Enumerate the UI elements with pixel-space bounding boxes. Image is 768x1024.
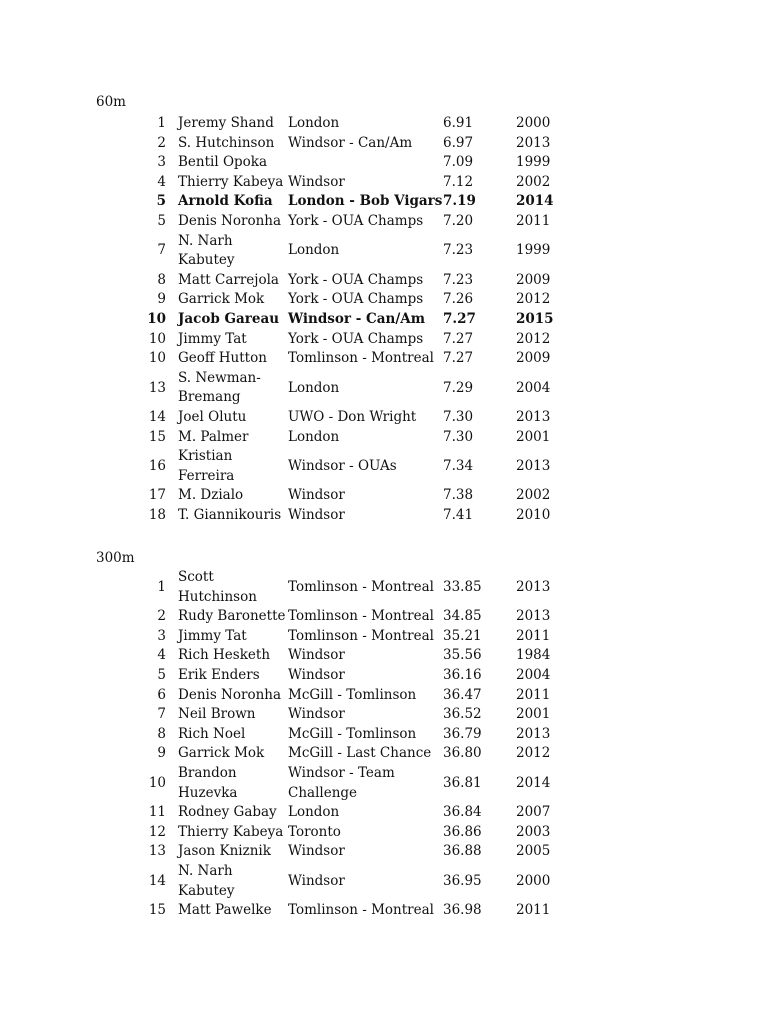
time-cell: 36.88 [443, 843, 482, 860]
rank-cell: 14 [148, 408, 166, 425]
rank-cell: 7 [157, 242, 166, 259]
table-row [142, 607, 576, 627]
venue-cell: McGill - Tomlinson [288, 725, 417, 742]
rank-cell: 18 [148, 506, 166, 523]
year-cell: 2013 [516, 408, 551, 425]
time-cell: 7.30 [443, 428, 474, 445]
athlete-name-cell: T. Giannikouris [178, 506, 282, 523]
athlete-name-cell: Scott Hutchinson [178, 569, 257, 605]
venue-cell: UWO - Don Wright [288, 408, 417, 425]
rank-cell: 15 [148, 902, 166, 919]
athlete-name-cell: S. Newman-Bremang [178, 369, 261, 406]
time-cell: 7.26 [443, 291, 474, 308]
time-cell: 7.38 [443, 487, 474, 504]
time-cell: 33.85 [443, 578, 482, 595]
table-row [142, 114, 576, 134]
year-cell: 2009 [516, 350, 551, 367]
venue-cell: Windsor - Team Challenge [288, 764, 395, 801]
venue-cell: London - Bob Vigars [288, 193, 443, 210]
rank-cell: 10 [148, 350, 166, 367]
year-cell: 2007 [516, 804, 551, 821]
rank-cell: 17 [148, 487, 166, 504]
rank-cell: 12 [148, 823, 166, 840]
rank-cell: 2 [157, 608, 166, 625]
time-cell: 35.21 [443, 627, 482, 644]
year-cell: 2004 [516, 666, 551, 683]
rank-cell: 5 [157, 212, 166, 229]
rank-cell: 6 [157, 686, 166, 703]
rank-cell: 2 [157, 134, 166, 151]
section-title-300m: 300m [96, 550, 135, 566]
venue-cell: Windsor [288, 706, 345, 723]
venue-cell [288, 153, 443, 173]
time-cell: 36.52 [443, 706, 482, 723]
time-cell: 6.91 [443, 115, 474, 131]
rank-cell: 8 [157, 725, 166, 742]
venue-cell: Windsor [288, 647, 345, 664]
rank-cell: 13 [148, 379, 166, 396]
table-row [142, 134, 576, 154]
table-row [142, 330, 576, 350]
table-row [142, 803, 576, 823]
rank-cell: 10 [147, 310, 166, 327]
year-cell: 2004 [516, 379, 551, 396]
venue-cell: York - OUA Champs [288, 291, 424, 308]
results-table-60m [142, 114, 576, 525]
athlete-name-cell: Garrick Mok [178, 291, 265, 308]
year-cell: 2012 [516, 745, 551, 762]
rank-cell: 3 [157, 627, 166, 644]
venue-cell: London [288, 428, 340, 445]
table-row [142, 310, 576, 330]
athlete-name-cell: Geoff Hutton [178, 350, 267, 367]
year-cell: 2000 [516, 115, 551, 131]
year-cell: 2001 [516, 706, 551, 723]
year-cell: 2011 [516, 212, 551, 229]
table-row [142, 290, 576, 310]
venue-cell: Toronto [288, 823, 341, 840]
time-cell: 7.19 [443, 193, 476, 210]
year-cell: 2011 [516, 686, 551, 703]
table-row [142, 212, 576, 232]
rank-cell: 15 [148, 428, 166, 445]
athlete-name-cell: M. Dzialo [178, 487, 244, 504]
table-row [142, 369, 576, 408]
table-row [142, 725, 576, 745]
athlete-name-cell: Denis Noronha [178, 212, 282, 229]
rank-cell: 1 [157, 115, 166, 131]
time-cell: 36.81 [443, 774, 482, 791]
time-cell: 7.30 [443, 408, 474, 425]
time-cell: 36.95 [443, 872, 482, 889]
table-row [142, 901, 576, 921]
year-cell: 2003 [516, 823, 551, 840]
rank-cell: 13 [148, 843, 166, 860]
rank-cell: 4 [157, 173, 166, 190]
year-cell: 2000 [516, 872, 551, 889]
time-cell: 36.84 [443, 804, 482, 821]
rank-cell: 8 [157, 271, 166, 288]
rank-cell: 9 [157, 745, 166, 762]
athlete-name-cell: Joel Olutu [178, 408, 247, 425]
venue-cell: York - OUA Champs [288, 271, 424, 288]
time-cell: 7.34 [443, 457, 474, 474]
results-table-300m [142, 568, 576, 921]
time-cell: 7.12 [443, 173, 474, 190]
athlete-name-cell: Jason Kniznik [178, 843, 271, 860]
time-cell: 7.27 [443, 350, 474, 367]
rank-cell: 1 [157, 578, 166, 595]
table-row [142, 153, 576, 173]
table-row [142, 271, 576, 291]
table-row [142, 823, 576, 843]
table-row [142, 506, 576, 526]
time-cell: 36.47 [443, 686, 482, 703]
venue-cell: Windsor - Can/Am [288, 134, 413, 151]
venue-cell: London [288, 115, 340, 131]
year-cell: 2013 [516, 725, 551, 742]
time-cell: 7.23 [443, 242, 474, 259]
venue-cell: York - OUA Champs [288, 212, 424, 229]
table-row [142, 232, 576, 271]
venue-cell: Tomlinson - Montreal [288, 902, 434, 919]
year-cell: 2013 [516, 608, 551, 625]
venue-cell: Windsor [288, 872, 345, 889]
year-cell: 2002 [516, 173, 551, 190]
athlete-name-cell: Bentil Opoka [178, 154, 268, 171]
year-cell: 2014 [516, 193, 554, 210]
athlete-name-cell: N. Narh Kabutey [178, 862, 235, 899]
time-cell: 36.79 [443, 725, 482, 742]
rank-cell: 5 [157, 666, 166, 683]
table-row [142, 408, 576, 428]
time-cell: 6.97 [443, 134, 474, 151]
athlete-name-cell: Erik Enders [178, 666, 260, 683]
time-cell: 7.20 [443, 212, 474, 229]
rank-cell: 10 [148, 774, 166, 791]
table-row [142, 705, 576, 725]
athlete-name-cell: M. Palmer [178, 428, 249, 445]
time-cell: 34.85 [443, 608, 482, 625]
venue-cell: London [288, 242, 340, 259]
rank-cell: 3 [157, 154, 166, 171]
athlete-name-cell: Arnold Kofia [178, 193, 273, 210]
section-title-60m: 60m [96, 94, 126, 110]
venue-cell: Tomlinson - Montreal [288, 578, 434, 595]
table-row [142, 349, 576, 369]
table-row [142, 666, 576, 686]
rank-cell: 11 [148, 804, 166, 821]
rank-cell: 5 [156, 193, 166, 210]
rank-cell: 4 [157, 647, 166, 664]
venue-cell: Tomlinson - Montreal [288, 608, 434, 625]
athlete-name-cell: Matt Carrejola [178, 271, 279, 288]
year-cell: 2010 [516, 506, 551, 523]
year-cell: 2011 [516, 902, 551, 919]
rank-cell: 7 [157, 706, 166, 723]
time-cell: 7.09 [443, 154, 474, 171]
athlete-name-cell: Garrick Mok [178, 745, 265, 762]
time-cell: 36.98 [443, 902, 482, 919]
rank-cell: 16 [148, 457, 166, 474]
table-row [142, 627, 576, 647]
table-row [142, 842, 576, 862]
athlete-name-cell: Neil Brown [178, 706, 256, 723]
venue-cell: Tomlinson - Montreal [288, 627, 434, 644]
year-cell: 2015 [516, 310, 554, 327]
venue-cell: Windsor - OUAs [288, 457, 397, 474]
rank-cell: 10 [148, 330, 166, 347]
year-cell: 1999 [516, 154, 551, 171]
time-cell: 7.27 [443, 310, 476, 327]
time-cell: 36.16 [443, 666, 482, 683]
venue-cell: Windsor [288, 506, 345, 523]
year-cell: 2002 [516, 487, 551, 504]
time-cell: 7.29 [443, 379, 474, 396]
year-cell: 2014 [516, 774, 551, 791]
time-cell: 35.56 [443, 647, 482, 664]
venue-cell: Windsor [288, 487, 345, 504]
athlete-name-cell: Rich Hesketh [178, 647, 271, 664]
year-cell: 2012 [516, 291, 551, 308]
year-cell: 2009 [516, 271, 551, 288]
year-cell: 2013 [516, 457, 551, 474]
venue-cell: London [288, 379, 340, 396]
time-cell: 7.41 [443, 506, 474, 523]
venue-cell: Windsor [288, 173, 345, 190]
year-cell: 2013 [516, 134, 551, 151]
venue-cell: Windsor [288, 666, 345, 683]
year-cell: 2001 [516, 428, 551, 445]
rank-cell: 14 [148, 872, 166, 889]
venue-cell: Windsor [288, 843, 345, 860]
athlete-name-cell: Rodney Gabay [178, 804, 277, 821]
year-cell: 2013 [516, 578, 551, 595]
year-cell: 2011 [516, 627, 551, 644]
athlete-name-cell: Thierry Kabeya [178, 823, 284, 840]
athlete-name-cell: Jeremy Shand [178, 115, 274, 131]
athlete-name-cell: N. Narh Kabutey [178, 232, 235, 269]
table-row [142, 686, 576, 706]
time-cell: 36.86 [443, 823, 482, 840]
table-row [142, 486, 576, 506]
year-cell: 2012 [516, 330, 551, 347]
athlete-name-cell: S. Hutchinson [178, 134, 275, 151]
athlete-name-cell: Rudy Baronette [178, 608, 286, 625]
table-row [142, 173, 576, 193]
athlete-name-cell: Jimmy Tat [178, 627, 247, 644]
athlete-name-cell: Jimmy Tat [178, 330, 247, 347]
venue-cell: York - OUA Champs [288, 330, 424, 347]
table-row [142, 744, 576, 764]
athlete-name-cell: Kristian Ferreira [178, 448, 235, 484]
venue-cell: Windsor - Can/Am [288, 310, 426, 327]
time-cell: 36.80 [443, 745, 482, 762]
venue-cell: London [288, 804, 340, 821]
athlete-name-cell: Denis Noronha [178, 686, 282, 703]
venue-cell: McGill - Tomlinson [288, 686, 417, 703]
year-cell: 1984 [516, 647, 551, 664]
year-cell: 2005 [516, 843, 551, 860]
year-cell: 1999 [516, 242, 551, 259]
table-row [142, 428, 576, 448]
table-row [142, 192, 576, 212]
athlete-name-cell: Brandon Huzevka [178, 764, 238, 801]
athlete-name-cell: Rich Noel [178, 725, 246, 742]
time-cell: 7.23 [443, 271, 474, 288]
table-row [142, 447, 576, 486]
table-row [142, 568, 576, 607]
venue-cell: McGill - Last Chance [288, 745, 432, 762]
time-cell: 7.27 [443, 330, 474, 347]
athlete-name-cell: Matt Pawelke [178, 902, 272, 919]
table-row [142, 646, 576, 666]
table-row [142, 862, 576, 901]
athlete-name-cell: Thierry Kabeya [178, 173, 284, 190]
athlete-name-cell: Jacob Gareau [178, 310, 280, 327]
rank-cell: 9 [157, 291, 166, 308]
table-row [142, 764, 576, 803]
venue-cell: Tomlinson - Montreal [288, 350, 434, 367]
